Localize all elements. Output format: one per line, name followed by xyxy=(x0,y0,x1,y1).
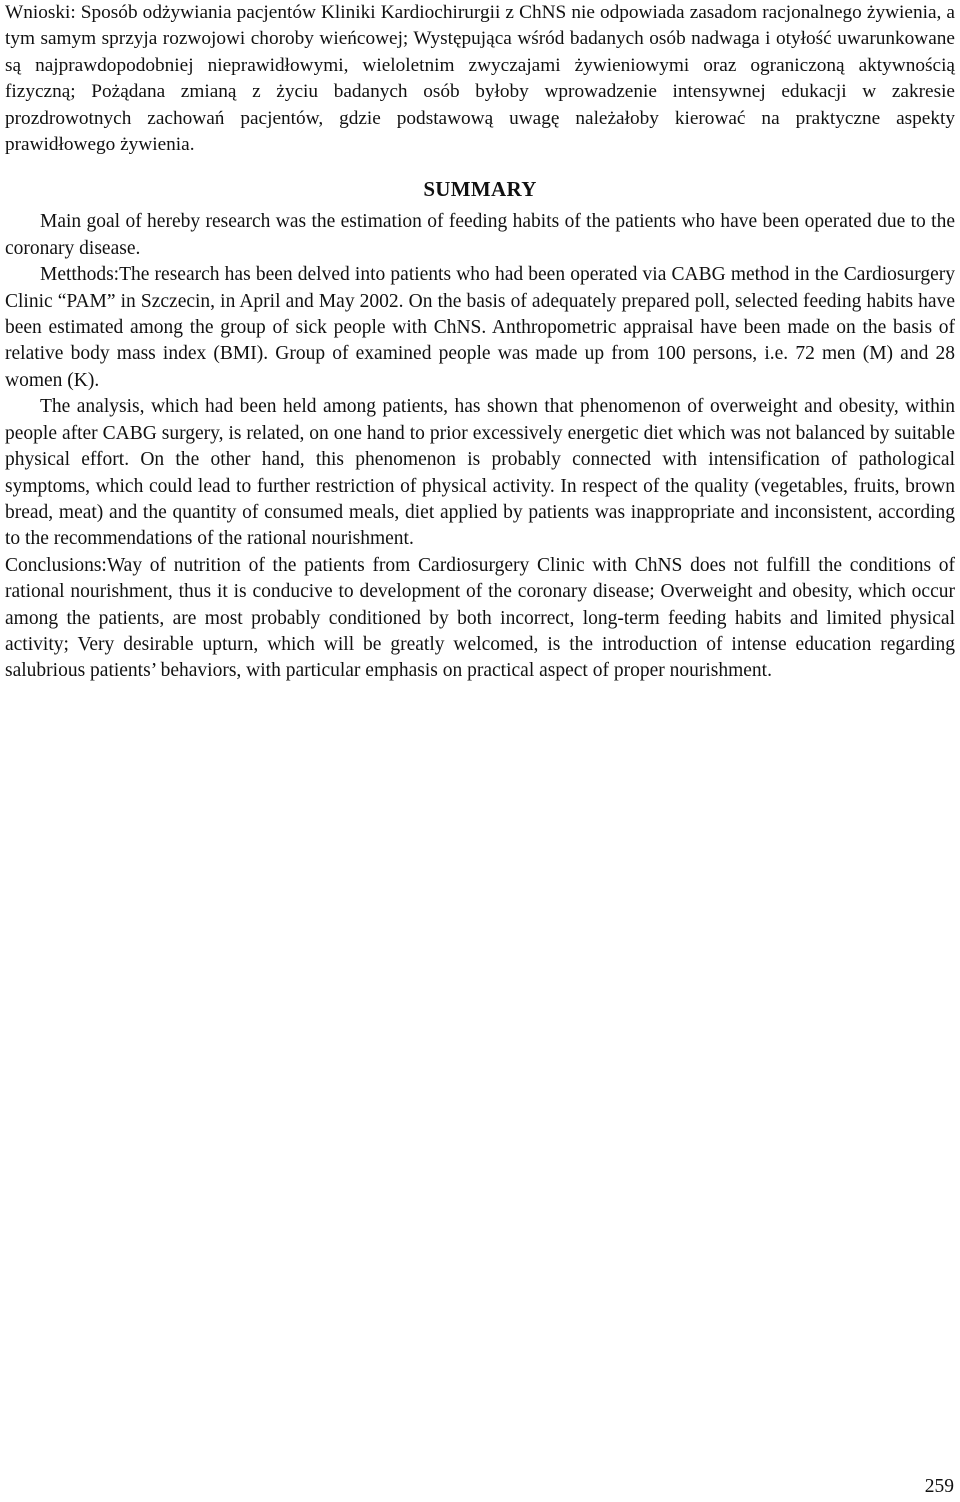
summary-methods-paragraph: Metthods:The research has been delved into patients who had been operated via CABG method in the Cardiosurgery Clinic “PAM” in Szczecin, in April and May 2002. On the basis of adequately prepared poll, selected feeding habits have been estimated among the group of sick people with ChNS. Anthropometric appraisal have been made on the basis of relative body mass index (BMI). Group of examined people was made up from 100 persons, i.e. 72 men (M) and 28 women (K). xyxy=(5,264,955,391)
summary-analysis-paragraph: The analysis, which had been held among patients, has shown that phenomenon of overweight and obesity, within people after CABG surgery, is related, on one hand to prior excessively energetic diet which was not balanced by suitable physical effort. On the other hand, this phenomenon is probably connected with intensification of pathological symptoms, which could lead to further restriction of physical activity. In respect of the quality (vegetables, fruits, brown bread, meat) and the quantity of consumed meals, diet applied by patients was inappropriate and inconsistent, according to the recommendations of the rational nourishment. xyxy=(5,396,955,550)
summary-heading: SUMMARY xyxy=(423,177,537,202)
page-number: 259 xyxy=(924,1476,954,1497)
summary-conclusions-paragraph: Conclusions:Way of nutrition of the patients from Cardiosurgery Clinic with ChNS does not fulfill the conditions of rational nourishment, thus it is conducive to development of the coronary disease; Overweight and obesity, which occur among the patients, are most probably conditioned by both incorrect, long-term feeding habits and limited physical activity; Very desirable upturn, which will be greatly welcomed, is the introduction of intense education regarding salubrious patients’ behaviors, with particular emphasis on practical aspect of proper nourishment. xyxy=(5,554,955,682)
document-page xyxy=(5,0,955,685)
summary-goal-paragraph: Main goal of hereby research was the estimation of feeding habits of the patients who have been operated due to the coronary disease. xyxy=(5,211,955,259)
polish-conclusions: Wnioski: Sposób odżywiania pacjentów Kliniki Kardiochirurgii z ChNS nie odpowiada zasadom racjonalnego żywienia, a tym samym sprzyja rozwojowi choroby wieńcowej; Występująca wśród badanych osób nadwaga i otyłość uwarunkowane są najprawdopodobniej nieprawidłowymi, wieloletnim zwyczajami żywieniowymi oraz ograniczoną aktywnością fizyczną; Pożądana zmianą z życiu badanych osób byłoby wprowadzenie intensywnej edukacji w zakresie prozdrowotnych zachowań pacjentów, gdzie podstawową uwagę należałoby kierować na praktyczne aspekty prawidłowego żywienia. xyxy=(5,2,955,156)
